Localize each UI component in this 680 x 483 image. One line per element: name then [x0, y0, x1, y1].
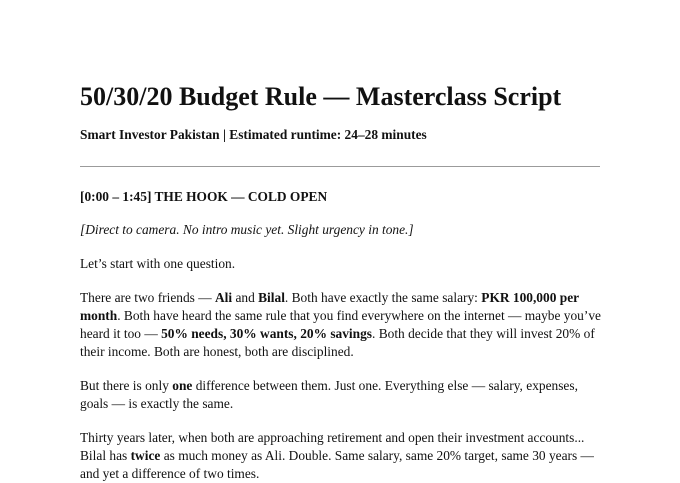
- document-title: 50/30/20 Budget Rule — Masterclass Script: [80, 82, 562, 111]
- paragraph-one-difference: [80, 377, 602, 413]
- name-ali: Ali: [214, 290, 233, 305]
- emphasis-twice: twice: [130, 448, 161, 463]
- text-run: Thirty years later, when both are approaching retirement and open their investment accounts... Bilal has: [80, 430, 585, 463]
- text-run: There are two friends —: [80, 290, 215, 305]
- text-run: . Both have heard the same rule that you find everywhere on the internet — maybe you’ve heard it too —: [80, 308, 601, 341]
- horizontal-divider: [80, 166, 600, 167]
- text-run: But there is only: [80, 378, 173, 393]
- name-bilal: Bilal: [258, 290, 285, 305]
- emphasis-one: one: [172, 378, 193, 393]
- paragraph-two-friends: [80, 289, 602, 361]
- text-run: as much money as Ali. Double. Same salary, same 20% target, same 30 years — and yet a difference of two times.: [80, 448, 594, 481]
- text-run: . Both decide that they will invest 20% of their income. Both are honest, both are disciplined.: [80, 326, 595, 359]
- text-run: difference between them. Just one. Everything else — salary, expenses, goals — is exactly the same.: [80, 378, 578, 411]
- document-subtitle: Smart Investor Pakistan | Estimated runtime: 24–28 minutes: [80, 127, 427, 142]
- section-heading: [0:00 – 1:45] THE HOOK — COLD OPEN: [80, 189, 328, 204]
- text-run: . Both have exactly the same salary:: [284, 290, 482, 305]
- budget-rule: 50% needs, 30% wants, 20% savings: [161, 326, 373, 341]
- document-body: [80, 82, 602, 483]
- paragraph-question: Let’s start with one question.: [80, 256, 236, 271]
- salary-amount: PKR 100,000 per month: [80, 290, 579, 323]
- text-run: and: [232, 290, 259, 305]
- paragraph-thirty-years: [80, 429, 602, 483]
- stage-direction: [Direct to camera. No intro music yet. Slight urgency in tone.]: [80, 222, 414, 237]
